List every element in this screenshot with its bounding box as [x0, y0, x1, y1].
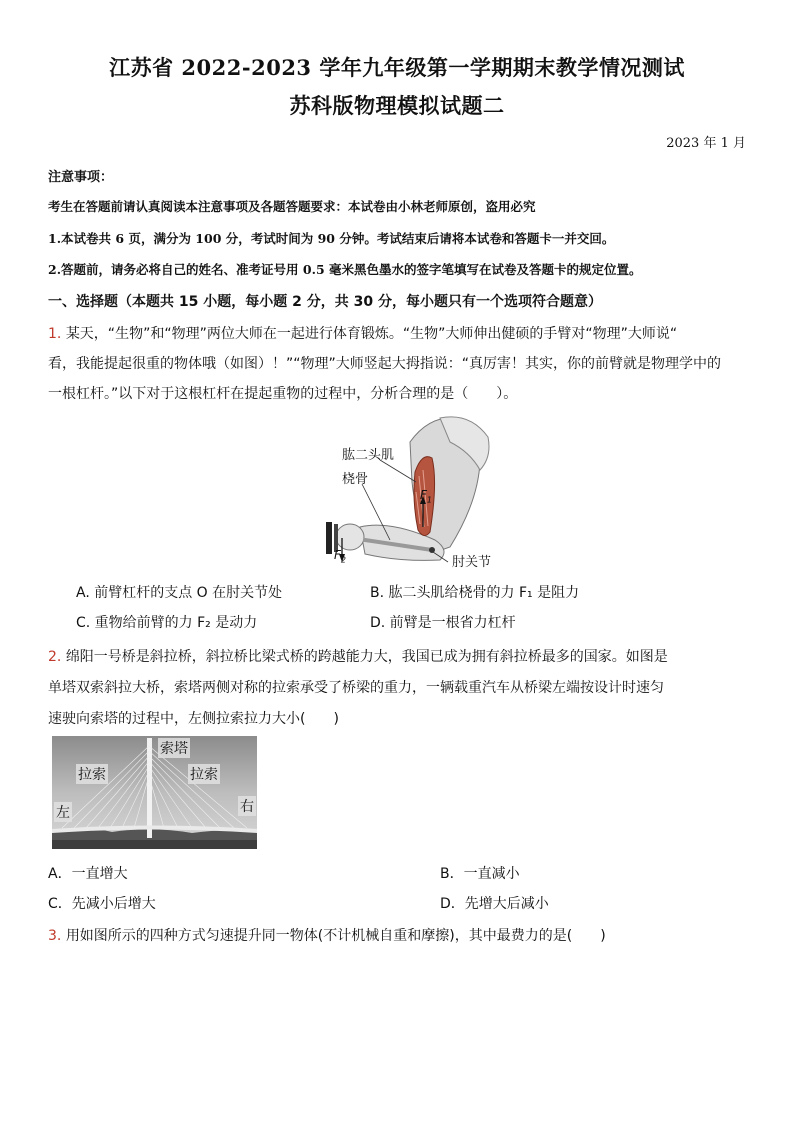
label-biceps: 肱二头肌	[342, 448, 395, 463]
question-text: 用如图所示的四种方式匀速提升同一物体(不计机械自重和摩擦)，其中最费力的是( )	[65, 928, 606, 944]
bridge-image	[52, 736, 257, 849]
page-title: 江苏省 2022-2023 学年九年级第一学期期末教学情况测试	[109, 55, 685, 80]
label-right: 右	[238, 796, 256, 816]
question-2-line-2: 单塔双索斜拉大桥，索塔两侧对称的拉索承受了桥梁的重力，一辆载重汽车从桥梁左端按设计时速匀	[48, 680, 664, 696]
label-cable-right: 拉索	[188, 764, 220, 784]
question-number: 2.	[48, 649, 62, 665]
arm-diagram	[320, 412, 510, 574]
option-1a: A. 前臂杠杆的支点 O 在肘关节处	[76, 585, 283, 601]
question-2-line-3: 速驶向索塔的过程中，左侧拉索拉力大小( )	[48, 711, 339, 727]
label-cable-left: 拉索	[76, 764, 108, 784]
option-2c: C．先减小后增大	[48, 896, 156, 912]
question-1-line-3: 一根杠杆。”以下对于这根杠杆在提起重物的过程中，分析合理的是（ ）。	[48, 386, 518, 402]
page-subtitle: 苏科版物理模拟试题二	[289, 93, 505, 118]
label-elbow-joint: 肘关节	[452, 555, 492, 570]
notice-line-3: 2.答题前，请务必将自己的姓名、准考证号用 0.5 毫米黑色墨水的签字笔填写在试卷及答题卡的规定位置。	[48, 262, 642, 277]
question-text: 某天，“生物”和“物理”两位大师在一起进行体育锻炼。“生物”大师伸出健硕的手臂对“物理”大师说“	[65, 326, 678, 342]
question-text: 绵阳一号桥是斜拉桥，斜拉桥比梁式桥的跨越能力大，我国已成为拥有斜拉桥最多的国家。如图是	[65, 649, 668, 665]
bridge-photo	[52, 736, 257, 849]
question-2-line-1	[48, 646, 668, 666]
exam-date: 2023 年 1 月	[666, 136, 746, 151]
option-1d: D. 前臂是一根省力杠杆	[370, 615, 516, 631]
label-left: 左	[54, 802, 72, 822]
label-f2: $F_2$	[334, 548, 346, 565]
arm-lever-figure	[320, 412, 510, 574]
label-f1: $F_1$	[420, 488, 432, 505]
option-2b: B．一直减小	[440, 866, 520, 882]
question-number: 1.	[48, 326, 62, 342]
notice-heading: 注意事项：	[48, 170, 114, 185]
question-1-line-2: 看，我能提起很重的物体哦（如图）！”“物理”大师竖起大拇指说：“真厉害！其实，你的前臂就是物理学中的	[48, 356, 722, 372]
question-number: 3.	[48, 928, 62, 944]
option-1c: C. 重物给前臂的力 F₂ 是动力	[76, 615, 258, 631]
notice-line-1: 考生在答题前请认真阅读本注意事项及各题答题要求：本试卷由小林老师原创，盗用必究	[48, 199, 536, 214]
option-2a: A．一直增大	[48, 866, 128, 882]
option-1b: B. 肱二头肌给桡骨的力 F₁ 是阻力	[370, 585, 580, 601]
question-3	[48, 925, 606, 945]
label-radius: 桡骨	[342, 472, 369, 487]
option-2d: D．先增大后减小	[440, 896, 549, 912]
question-1-line-1	[48, 323, 677, 343]
notice-line-2: 1.本试卷共 6 页，满分为 100 分，考试时间为 90 分钟。考试结束后请将本试卷和答题卡一并交回。	[48, 231, 615, 246]
label-tower: 索塔	[158, 738, 190, 758]
section-heading: 一、选择题（本题共 15 小题，每小题 2 分，共 30 分，每小题只有一个选项符合题意）	[48, 294, 602, 310]
